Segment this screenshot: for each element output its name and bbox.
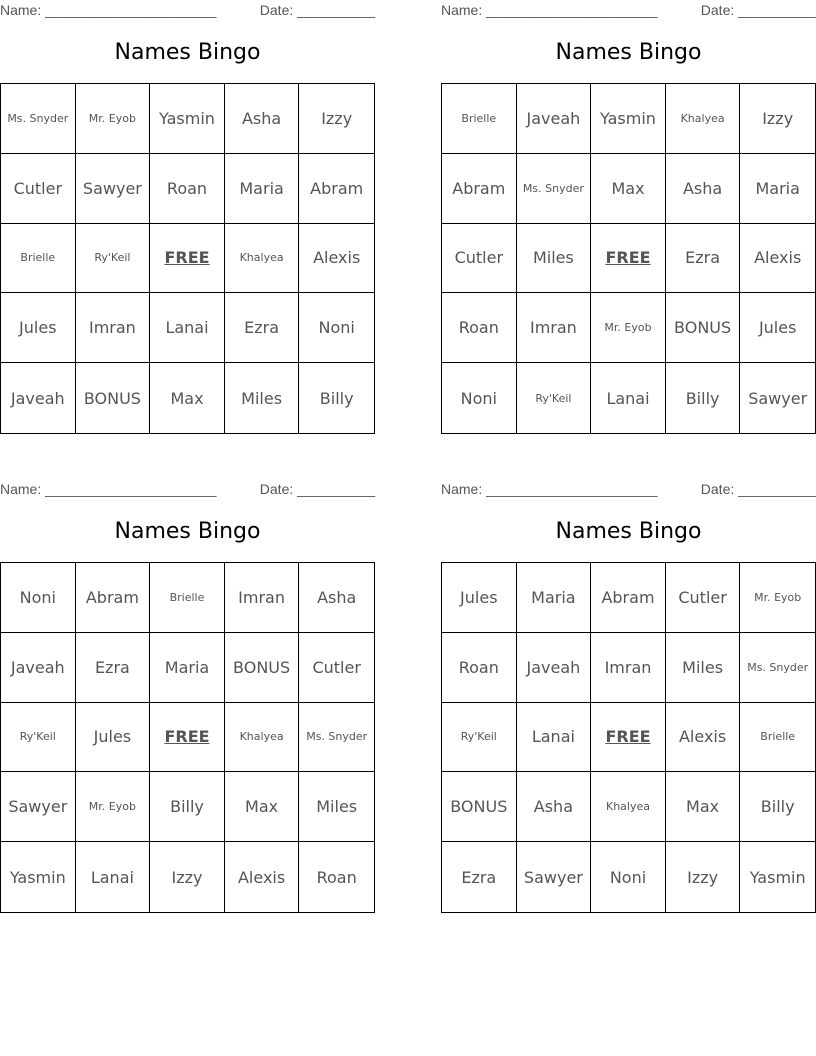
bingo-cell: Izzy [299, 84, 374, 154]
name-field: Name: ______________________ [441, 481, 658, 497]
bingo-cell: Khalyea [225, 224, 300, 294]
bingo-cell: BONUS [442, 772, 517, 842]
card-header [441, 2, 816, 20]
free-space: FREE [150, 224, 225, 294]
bingo-cell: Sawyer [748, 388, 808, 408]
card-header [441, 481, 816, 499]
bingo-cell: BONUS [225, 633, 300, 703]
bingo-cell: Ry'Keil [76, 224, 151, 294]
bingo-cell: Max [225, 772, 300, 842]
bingo-cell: Ry'Keil [1, 703, 76, 773]
card-title: Names Bingo [114, 40, 261, 65]
bingo-cell: Maria [740, 154, 815, 224]
bingo-cell: Yasmin [150, 84, 225, 154]
bingo-cell: Imran [517, 293, 592, 363]
bingo-cell: Ezra [666, 224, 741, 294]
bingo-cell: Miles [517, 224, 592, 294]
bingo-cell: Khalyea [591, 772, 666, 842]
bingo-grid [0, 562, 375, 913]
bingo-cell: Mr. Eyob [740, 563, 815, 633]
bingo-cell: Izzy [740, 84, 815, 154]
bingo-cell: BONUS [76, 363, 151, 433]
bingo-cell: Lanai [76, 842, 151, 912]
bingo-cell: Noni [442, 363, 517, 433]
bingo-cell: Noni [1, 563, 76, 633]
bingo-cell: Asha [666, 154, 741, 224]
name-field: Name: ______________________ [441, 2, 658, 18]
bingo-cell: Alexis [299, 224, 374, 294]
bingo-cell: Miles [299, 772, 374, 842]
bingo-cell: Javeah [1, 363, 76, 433]
bingo-cell: Ms. Snyder [517, 154, 592, 224]
name-field: Name: ______________________ [0, 2, 217, 18]
card-header [0, 2, 375, 20]
bingo-cell: Cutler [299, 633, 374, 703]
bingo-cell: Jules [76, 703, 151, 773]
date-field: Date: __________ [259, 481, 375, 497]
bingo-cell: Billy [740, 772, 815, 842]
bingo-cell: Asha [299, 563, 374, 633]
bingo-cell: Cutler [442, 224, 517, 294]
bingo-cell: Lanai [517, 703, 592, 773]
card-header [0, 481, 375, 499]
bingo-cell: Abram [591, 563, 666, 633]
bingo-cell: Lanai [150, 293, 225, 363]
bingo-cell: Ezra [442, 842, 517, 912]
bingo-cell: Asha [225, 84, 300, 154]
bingo-cell: Maria [150, 633, 225, 703]
bingo-cell: Lanai [591, 363, 666, 433]
bingo-grid [441, 83, 816, 434]
bingo-cell: Miles [225, 363, 300, 433]
bingo-cell: Sawyer [1, 772, 76, 842]
bingo-cell: Billy [150, 772, 225, 842]
bingo-cell: Noni [591, 842, 666, 912]
bingo-cell: Ms. Snyder [740, 633, 815, 703]
free-space: FREE [150, 703, 225, 773]
bingo-cell: Alexis [740, 224, 815, 294]
bingo-cell: Mr. Eyob [591, 293, 666, 363]
bingo-cell: Maria [517, 563, 592, 633]
bingo-cell: Noni [299, 293, 374, 363]
date-field: Date: __________ [700, 2, 816, 18]
bingo-cell: Ezra [76, 633, 151, 703]
bingo-cell: Asha [517, 772, 592, 842]
bingo-cell: Mr. Eyob [76, 84, 151, 154]
bingo-cell: Ry'Keil [442, 703, 517, 773]
card-title: Names Bingo [555, 40, 702, 65]
free-space: FREE [591, 224, 666, 294]
bingo-cell: Izzy [150, 842, 225, 912]
bingo-cell: Billy [319, 388, 354, 408]
bingo-cell: Brielle [1, 224, 76, 294]
bingo-cell: Alexis [225, 842, 300, 912]
bingo-cell: Yasmin [1, 842, 76, 912]
bingo-cell: Ry'Keil [517, 363, 592, 433]
bingo-cell: Imran [225, 563, 300, 633]
bingo-cell: Jules [1, 293, 76, 363]
bingo-cell: Sawyer [517, 842, 592, 912]
free-space: FREE [591, 703, 666, 773]
bingo-cell: Cutler [1, 154, 76, 224]
bingo-cell: Roan [150, 154, 225, 224]
bingo-cell: Roan [316, 867, 357, 887]
bingo-cell: Javeah [1, 633, 76, 703]
bingo-cell: Abram [442, 154, 517, 224]
bingo-cell: Jules [740, 293, 815, 363]
bingo-cell: Ms. Snyder [299, 703, 374, 773]
bingo-cell: Brielle [442, 84, 517, 154]
bingo-cell: Khalyea [666, 84, 741, 154]
bingo-cell: Roan [442, 633, 517, 703]
card-title: Names Bingo [114, 519, 261, 544]
bingo-cell: Javeah [517, 633, 592, 703]
bingo-cell: Brielle [740, 703, 815, 773]
bingo-cell: Imran [591, 633, 666, 703]
bingo-cell: Ms. Snyder [1, 84, 76, 154]
bingo-cell: Imran [76, 293, 151, 363]
bingo-cell: Miles [666, 633, 741, 703]
card-title: Names Bingo [555, 519, 702, 544]
bingo-cell: Abram [76, 563, 151, 633]
bingo-cell: Maria [225, 154, 300, 224]
bingo-cell: Mr. Eyob [76, 772, 151, 842]
name-field: Name: ______________________ [0, 481, 217, 497]
bingo-cell: Max [150, 363, 225, 433]
bingo-cell: Ezra [225, 293, 300, 363]
bingo-cell: Yasmin [749, 867, 806, 887]
bingo-cell: Max [591, 154, 666, 224]
bingo-cell: Max [666, 772, 741, 842]
bingo-cell: Brielle [150, 563, 225, 633]
bingo-cell: Javeah [517, 84, 592, 154]
bingo-cell: Cutler [666, 563, 741, 633]
bingo-grid [0, 83, 375, 434]
bingo-cell: Abram [299, 154, 374, 224]
bingo-cell: Izzy [666, 842, 741, 912]
bingo-cell: Sawyer [76, 154, 151, 224]
date-field: Date: __________ [700, 481, 816, 497]
bingo-cell: BONUS [666, 293, 741, 363]
bingo-cell: Jules [442, 563, 517, 633]
bingo-cell: Alexis [666, 703, 741, 773]
date-field: Date: __________ [259, 2, 375, 18]
bingo-cell: Billy [666, 363, 741, 433]
bingo-grid [441, 562, 816, 913]
bingo-cell: Roan [442, 293, 517, 363]
bingo-cell: Yasmin [591, 84, 666, 154]
bingo-cell: Khalyea [225, 703, 300, 773]
